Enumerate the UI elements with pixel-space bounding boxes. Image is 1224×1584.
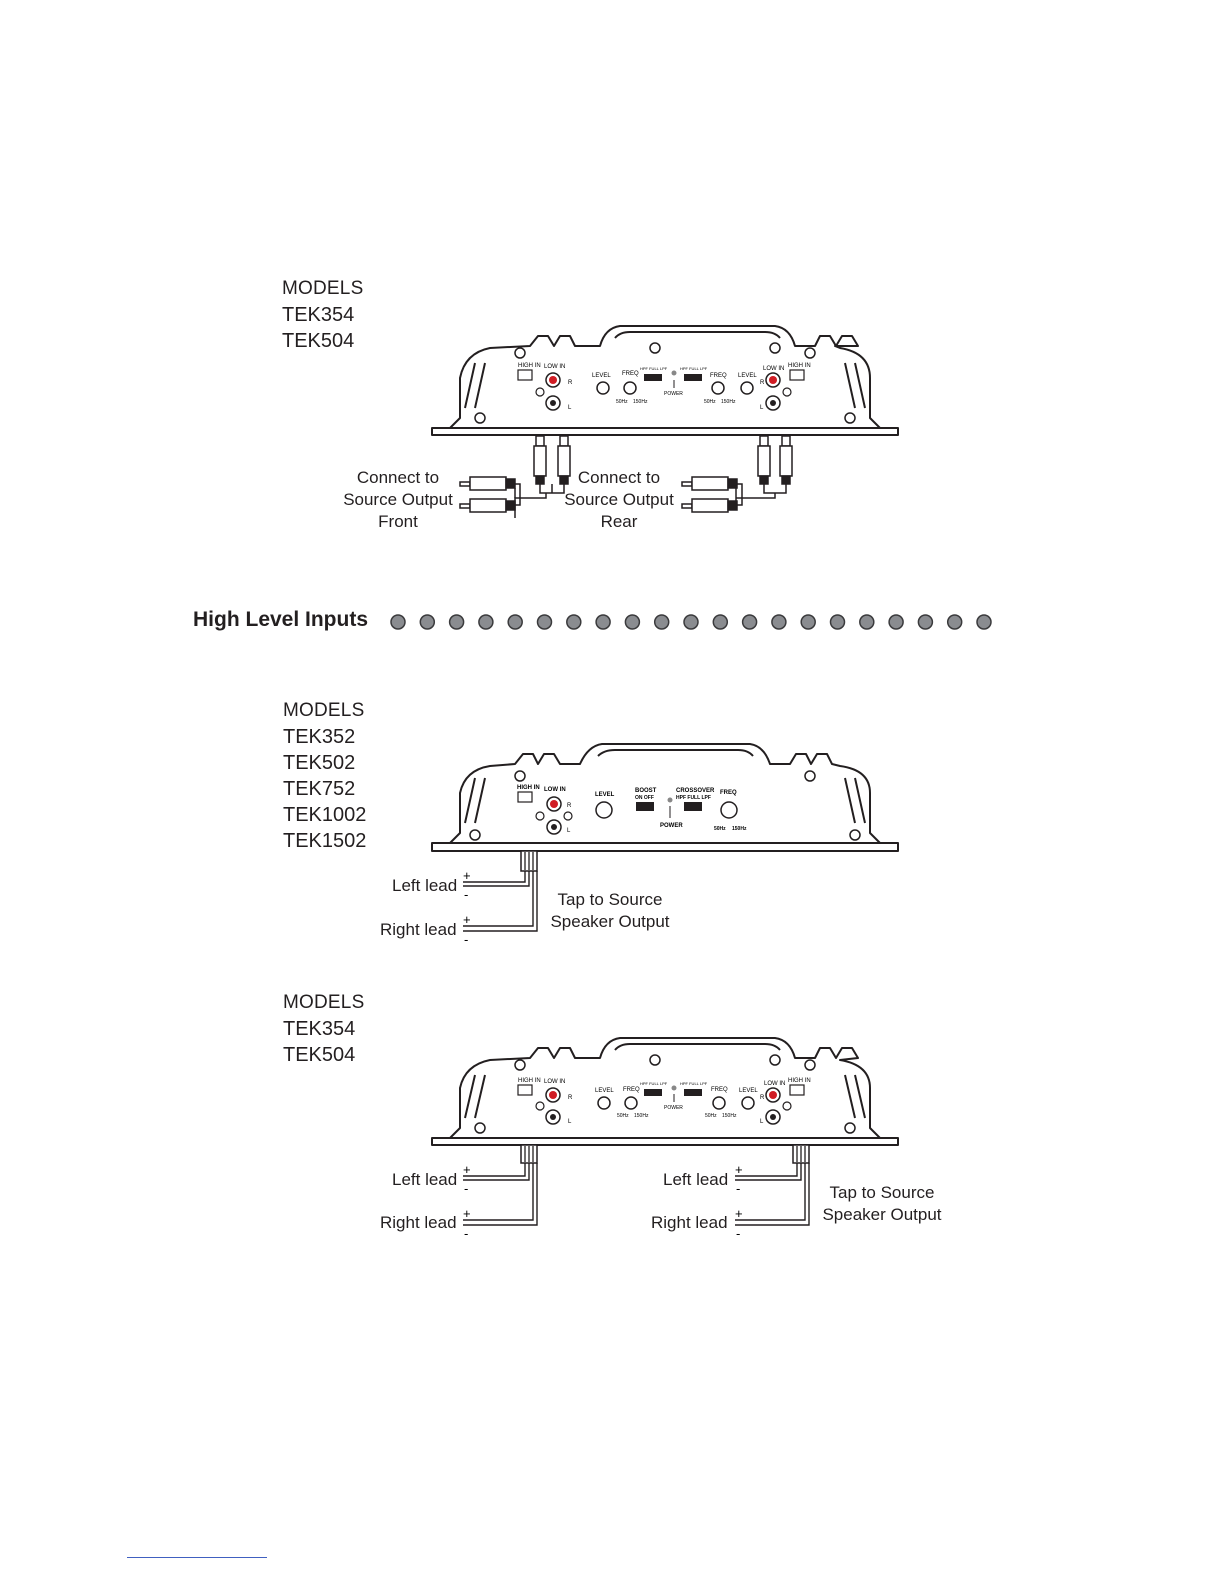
models-header: MODELS — [283, 700, 365, 721]
right-channel-panel — [680, 363, 811, 411]
hpf-full-lpf-label: HPF FULL LPF — [676, 795, 711, 801]
l-label: L — [760, 1119, 764, 1125]
l-label: L — [568, 405, 572, 411]
rca-jack-black-icon — [550, 1114, 556, 1120]
low-in-label: LOW IN — [544, 364, 566, 370]
level-knob-icon — [741, 382, 753, 394]
decorative-dot-icon — [479, 615, 493, 629]
freq-label: FREQ — [711, 1087, 728, 1093]
boost-switch-icon — [636, 802, 654, 811]
caption-rear — [559, 467, 679, 533]
caption-line: Speaker Output — [550, 912, 670, 931]
speaker-lead-wires-4ch-right — [727, 1162, 817, 1242]
decorative-dot-icon — [713, 615, 727, 629]
freq-label: FREQ — [622, 371, 639, 377]
model-name: TEK504 — [283, 1044, 356, 1066]
high-in-label: HIGH IN — [517, 785, 540, 791]
rca-jack-red-icon — [550, 800, 558, 808]
low-in-label: LOW IN — [544, 787, 566, 793]
left-lead-label: Left lead — [392, 876, 458, 895]
model-name: TEK352 — [283, 726, 356, 748]
freq-knob-icon — [713, 1097, 725, 1109]
rca-jack-black-icon — [770, 1114, 776, 1120]
caption-front — [338, 467, 458, 533]
plus-sign: + — [735, 1162, 743, 1177]
plus-sign: + — [463, 868, 471, 883]
level-label: LEVEL — [595, 792, 615, 798]
caption-tap-source — [545, 889, 675, 933]
level-label: LEVEL — [738, 373, 757, 379]
models-list-two-channel — [283, 698, 366, 854]
minus-sign: - — [464, 887, 469, 902]
decorative-dot-icon — [684, 615, 698, 629]
decorative-dot-icon — [450, 615, 464, 629]
decorative-dot-icon — [391, 615, 405, 629]
left-lead-label: Left lead — [663, 1170, 729, 1189]
caption-line: Source Output — [564, 490, 674, 509]
freq-label: FREQ — [720, 790, 737, 796]
hz-label: 50Hz — [704, 399, 716, 405]
crossover-label: HPF FULL LPF — [680, 366, 708, 371]
hz-label: 150Hz — [634, 1113, 649, 1119]
right-lead-label: Right lead — [380, 920, 457, 939]
high-in-label: HIGH IN — [518, 363, 541, 369]
high-in-label: HIGH IN — [518, 1078, 541, 1084]
hz-label: 150Hz — [732, 826, 747, 832]
plus-sign: + — [463, 1206, 471, 1221]
rca-jack-red-icon — [549, 1091, 557, 1099]
rca-jack-black-icon — [551, 824, 557, 830]
level-label: LEVEL — [592, 373, 611, 379]
r-label: R — [568, 1095, 573, 1101]
rca-plugs-rear — [758, 436, 792, 484]
left-channel-panel — [518, 363, 668, 411]
section-title-dots — [388, 612, 993, 632]
freq-label: FREQ — [710, 373, 727, 379]
low-in-label: LOW IN — [544, 1079, 566, 1085]
power-label: POWER — [660, 823, 683, 829]
amplifier-4ch-diagram-high — [420, 1030, 910, 1165]
caption-line: Tap to Source — [829, 1183, 935, 1202]
decorative-dot-icon — [743, 615, 757, 629]
decorative-dot-icon — [567, 615, 581, 629]
crossover-label: HPF FULL LPF — [680, 1081, 708, 1086]
decorative-dot-icon — [948, 615, 962, 629]
power-label: POWER — [664, 391, 683, 397]
minus-sign: - — [464, 1181, 469, 1196]
caption-tap-source — [817, 1182, 947, 1226]
hz-label: 150Hz — [722, 1113, 737, 1119]
decorative-dot-icon — [420, 615, 434, 629]
caption-line: Connect to — [356, 468, 440, 487]
minus-sign: - — [736, 1226, 741, 1241]
model-name: TEK504 — [282, 330, 355, 352]
on-off-label: ON OFF — [635, 795, 654, 801]
boost-label: BOOST — [635, 788, 657, 794]
freq-knob-icon — [624, 382, 636, 394]
plus-sign: + — [463, 1162, 471, 1177]
model-name: TEK1502 — [283, 830, 367, 852]
minus-sign: - — [464, 1226, 469, 1241]
caption-line: Rear — [600, 512, 638, 531]
decorative-dot-icon — [625, 615, 639, 629]
l-label: L — [568, 1119, 572, 1125]
r-label: R — [567, 803, 572, 809]
decorative-dot-icon — [831, 615, 845, 629]
caption-line: Front — [378, 512, 418, 531]
hz-label: 50Hz — [705, 1113, 717, 1119]
plus-sign: + — [463, 912, 471, 927]
l-label: L — [567, 828, 571, 834]
hz-label: 50Hz — [616, 399, 628, 405]
level-label: LEVEL — [595, 1088, 614, 1094]
hz-label: 150Hz — [721, 399, 736, 405]
model-name: TEK354 — [282, 304, 355, 326]
freq-knob-icon — [712, 382, 724, 394]
models-header: MODELS — [282, 278, 364, 299]
decorative-dot-icon — [801, 615, 815, 629]
level-knob-icon — [597, 382, 609, 394]
model-name: TEK354 — [283, 1018, 356, 1040]
models-list-four-channel — [283, 990, 364, 1068]
hz-label: 50Hz — [714, 826, 726, 832]
model-name: TEK502 — [283, 752, 356, 774]
crossover-switch-icon — [644, 1089, 662, 1096]
freq-knob-icon — [625, 1097, 637, 1109]
rca-jack-red-icon — [549, 376, 557, 384]
low-in-label: LOW IN — [763, 366, 785, 372]
plus-sign: + — [735, 1206, 743, 1221]
speaker-lead-wires-2ch — [455, 868, 545, 948]
crossover-label: CROSSOVER — [676, 788, 715, 794]
level-knob-icon — [596, 802, 612, 818]
decorative-dot-icon — [860, 615, 874, 629]
power-led-icon — [672, 371, 677, 376]
high-in-label: HIGH IN — [788, 363, 811, 369]
rca-jack-red-icon — [769, 376, 777, 384]
hz-label: 150Hz — [633, 399, 648, 405]
caption-line: Speaker Output — [822, 1205, 942, 1224]
level-knob-icon — [598, 1097, 610, 1109]
freq-label: FREQ — [623, 1087, 640, 1093]
power-led-icon — [672, 1086, 677, 1091]
caption-line: Connect to — [577, 468, 661, 487]
rca-plugs-source-rear — [680, 474, 745, 520]
decorative-dot-icon — [772, 615, 786, 629]
power-label: POWER — [664, 1105, 683, 1111]
decorative-dot-icon — [977, 615, 991, 629]
crossover-label: HPF FULL LPF — [640, 1081, 668, 1086]
l-label: L — [760, 405, 764, 411]
right-lead-label: Right lead — [380, 1213, 457, 1232]
decorative-dot-icon — [889, 615, 903, 629]
section-title: High Level Inputs — [193, 608, 369, 631]
caption-line: Source Output — [343, 490, 453, 509]
models-header: MODELS — [283, 992, 365, 1013]
low-in-label: LOW IN — [764, 1081, 786, 1087]
model-name: TEK752 — [283, 778, 356, 800]
crossover-label: HPF FULL LPF — [640, 366, 668, 371]
r-label: R — [760, 380, 765, 386]
r-label: R — [568, 380, 573, 386]
models-list-low — [282, 276, 363, 354]
decorative-dot-icon — [596, 615, 610, 629]
crossover-switch-icon — [684, 1089, 702, 1096]
crossover-switch-icon — [684, 802, 702, 811]
r-label: R — [760, 1095, 765, 1101]
caption-line: Tap to Source — [557, 890, 663, 909]
high-in-label: HIGH IN — [788, 1078, 811, 1084]
footer-rule — [127, 1557, 267, 1558]
decorative-dot-icon — [538, 615, 552, 629]
level-label: LEVEL — [739, 1088, 758, 1094]
minus-sign: - — [464, 932, 469, 947]
rca-jack-black-icon — [770, 400, 776, 406]
power-led-icon — [668, 798, 673, 803]
rca-plugs-source-front — [458, 474, 523, 520]
decorative-dot-icon — [918, 615, 932, 629]
decorative-dot-icon — [508, 615, 522, 629]
speaker-lead-wires-4ch-left — [455, 1162, 545, 1242]
freq-knob-icon — [721, 802, 737, 818]
level-knob-icon — [742, 1097, 754, 1109]
rca-jack-black-icon — [550, 400, 556, 406]
left-lead-label: Left lead — [392, 1170, 458, 1189]
decorative-dot-icon — [655, 615, 669, 629]
model-name: TEK1002 — [283, 804, 367, 826]
right-lead-label: Right lead — [651, 1213, 728, 1232]
hz-label: 50Hz — [617, 1113, 629, 1119]
rca-jack-red-icon — [769, 1091, 777, 1099]
minus-sign: - — [736, 1181, 741, 1196]
crossover-switch-icon — [644, 374, 662, 381]
crossover-switch-icon — [684, 374, 702, 381]
